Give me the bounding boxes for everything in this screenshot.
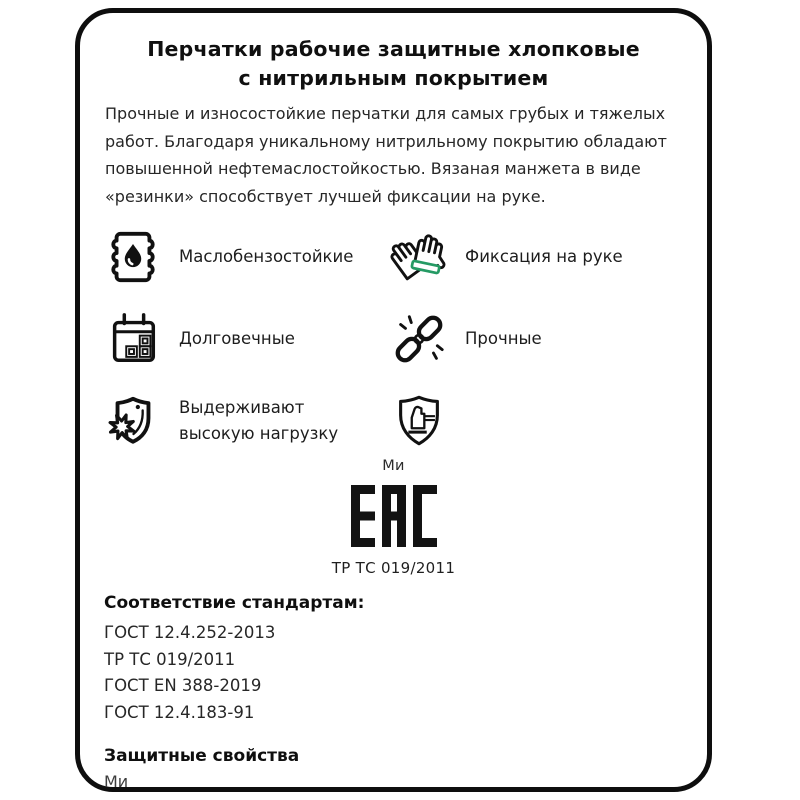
calendar-icon — [104, 310, 162, 368]
feature-oil-resistant — [104, 228, 390, 286]
standard-item: ГОСТ 12.4.252-2013 — [104, 623, 276, 642]
certification-block — [104, 458, 683, 577]
technical-regulation-text: ТР ТС 019/2011 — [331, 559, 456, 577]
title-line-1: Перчатки рабочие защитные хлопковые — [147, 37, 640, 61]
standards-section — [104, 593, 683, 725]
shield-impact-icon — [104, 392, 162, 450]
feature-label: Долговечные — [179, 329, 295, 349]
standards-heading: Соответствие стандартам: — [104, 593, 365, 613]
feature-label: Прочные — [465, 329, 542, 349]
product-info-card — [75, 8, 712, 792]
standard-item: ГОСТ 12.4.183-91 — [104, 702, 255, 722]
feature-grid — [104, 228, 683, 450]
protective-properties-heading: Защитные свойства — [104, 746, 300, 766]
eac-logo — [104, 485, 683, 551]
feature-strong — [390, 310, 683, 368]
broken-chain-icon — [390, 310, 448, 368]
protection-marking-text: Ми — [382, 458, 405, 474]
feature-label: Фиксация на руке — [465, 247, 623, 267]
protective-properties-value: Ми — [104, 772, 129, 791]
title-line-2: с нитрильным покрытием — [238, 66, 549, 90]
standard-item: ТР ТС 019/2011 — [104, 649, 236, 669]
feature-label: Маслобензостойкие — [179, 247, 354, 267]
product-description: Прочные и износостойкие перчатки для самых грубых и тяжелых работ. Благодаря уникальному нитрильному покрытию обладают повышенной нефтемаслостойкостью. Вязаная манжета в виде «резинки» способствует лучшей фиксации на руке. — [105, 104, 667, 206]
oil-barrel-icon — [104, 228, 162, 286]
gloves-icon — [390, 228, 448, 286]
feature-hand-fixation — [390, 228, 683, 286]
protective-properties-section — [104, 746, 683, 791]
standards-list — [104, 620, 683, 725]
feature-high-load — [104, 392, 390, 450]
standard-item: ГОСТ EN 388-2019 — [104, 676, 262, 695]
feature-label: Выдерживают высокую нагрузку — [179, 398, 339, 443]
feature-durable — [104, 310, 390, 368]
feature-mechanical-protection — [390, 392, 683, 450]
mechanical-protection-shield-icon — [390, 392, 448, 450]
page-title — [104, 35, 683, 93]
